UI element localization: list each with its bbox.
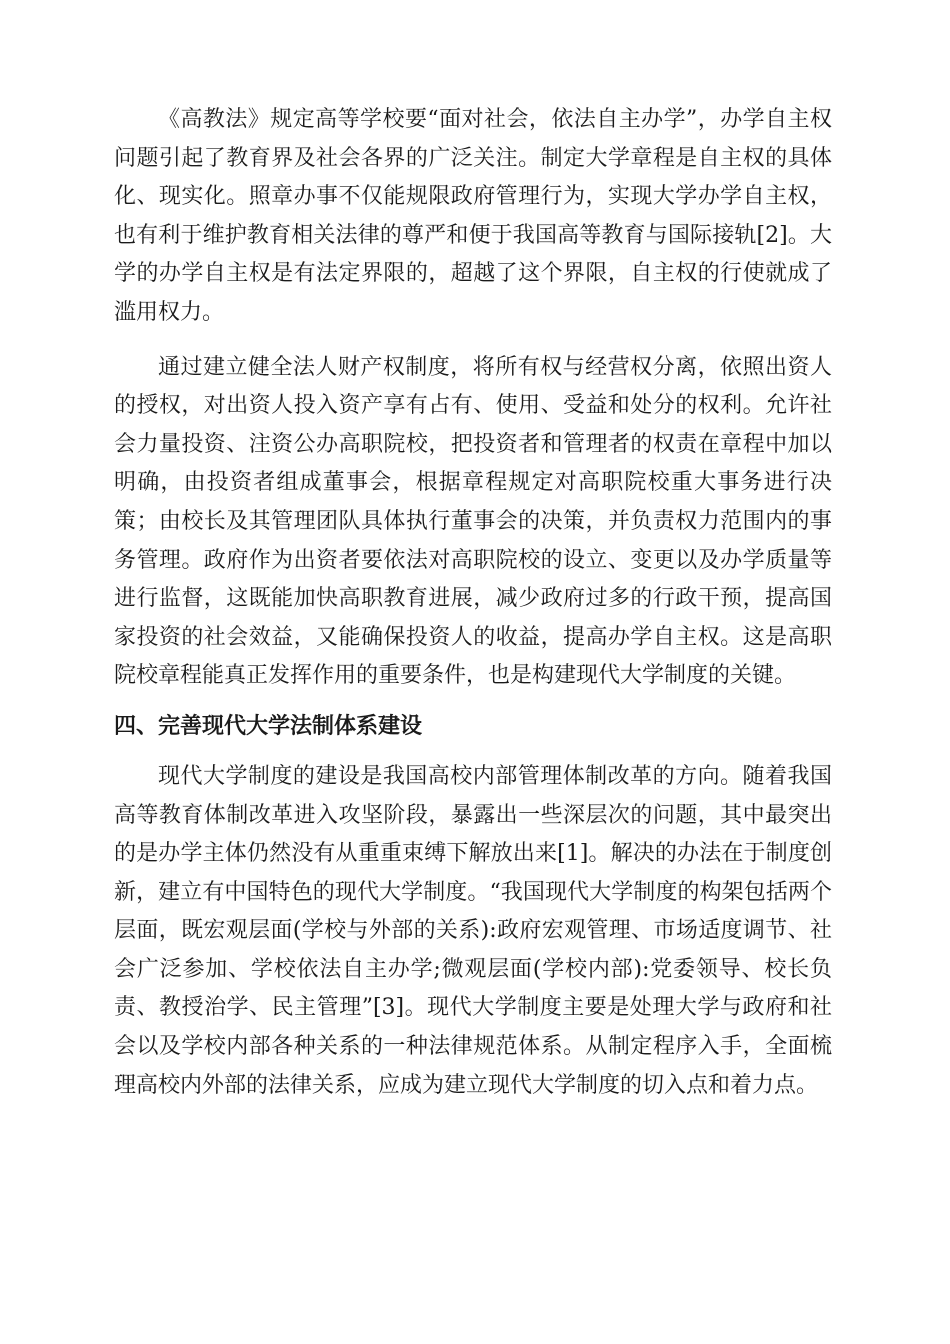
section-heading: 四、完善现代大学法制体系建设	[114, 713, 423, 739]
paragraph-modern-university-system: 现代大学制度的建设是我国高校内部管理体制改革的方向。随着我国高等教育体制改革进入攻坚阶段，暴露出一些深层次的问题，其中最突出的是办学主体仍然没有从重重束缚下解放出来[1]。解决的办法在于制度创新，建立有中国特色的现代大学制度。“我国现代大学制度的构架包括两个层面，既宏观层面(学校与外部的关系):政府宏观管理、市场适度调节、社会广泛参加、学校依法自主办学;微观层面(学校内部):党委领导、校长负责、教授治学、民主管理”[3]。现代大学制度主要是处理大学与政府和社会以及学校内部各种关系的一种法律规范体系。从制定程序入手，全面梳理高校内外部的法律关系，应成为建立现代大学制度的切入点和着力点。	[114, 763, 832, 1098]
paragraph-property-rights: 通过建立健全法人财产权制度，将所有权与经营权分离，依照出资人的授权，对出资人投入资产享有占有、使用、受益和处分的权利。允许社会力量投资、注资公办高职院校，把投资者和管理者的权责在章程中加以明确，由投资者组成董事会，根据章程规定对高职院校重大事务进行决策；由校长及其管理团队具体执行董事会的决策，并负责权力范围内的事务管理。政府作为出资者要依法对高职院校的设立、变更以及办学质量等进行监督，这既能加快高职教育进展，减少政府过多的行政干预，提高国家投资的社会效益，又能确保投资人的收益，提高办学自主权。这是高职院校章程能真正发挥作用的重要条件，也是构建现代大学制度的关键。	[114, 354, 832, 689]
paragraph-autonomy: 《高教法》规定高等学校要“面对社会，依法自主办学”，办学自主权问题引起了教育界及社会各界的广泛关注。制定大学章程是自主权的具体化、现实化。照章办事不仅能规限政府管理行为，实现大学办学自主权，也有利于维护教育相关法律的尊严和便于我国高等教育与国际接轨[2]。大学的办学自主权是有法定界限的，超越了这个界限，自主权的行使就成了滥用权力。	[114, 107, 832, 325]
document-body	[114, 101, 832, 1105]
